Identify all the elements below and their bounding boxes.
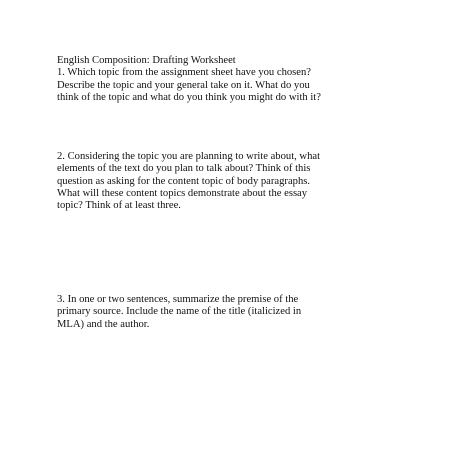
question-2 xyxy=(57,151,407,212)
question-2-line-5: topic? Think of at least three. xyxy=(57,200,181,212)
question-3-line-2: primary source. Include the name of the title (italicized in xyxy=(57,306,302,318)
question-2-line-2: elements of the text do you plan to talk about? Think of this xyxy=(57,163,311,175)
question-2-line-1: 2. Considering the topic you are planning to write about, what xyxy=(57,151,321,162)
question-1-line-1: 1. Which topic from the assignment sheet have you chosen? xyxy=(57,67,311,79)
worksheet-title: English Composition: Drafting Worksheet xyxy=(57,55,236,66)
question-2-line-4: What will these content topics demonstrate about the essay xyxy=(57,187,308,199)
question-3-line-1: 3. In one or two sentences, summarize the premise of the xyxy=(57,294,299,305)
question-1-line-3: think of the topic and what do you think you might do with it? xyxy=(57,91,321,103)
question-3 xyxy=(57,294,407,331)
intro-section xyxy=(57,55,407,104)
question-1-line-2: Describe the topic and your general take on it. What do you xyxy=(57,79,310,91)
question-3-line-3: MLA) and the author. xyxy=(57,318,150,330)
question-2-line-3: question as asking for the content topic of body paragraphs. xyxy=(57,175,311,187)
